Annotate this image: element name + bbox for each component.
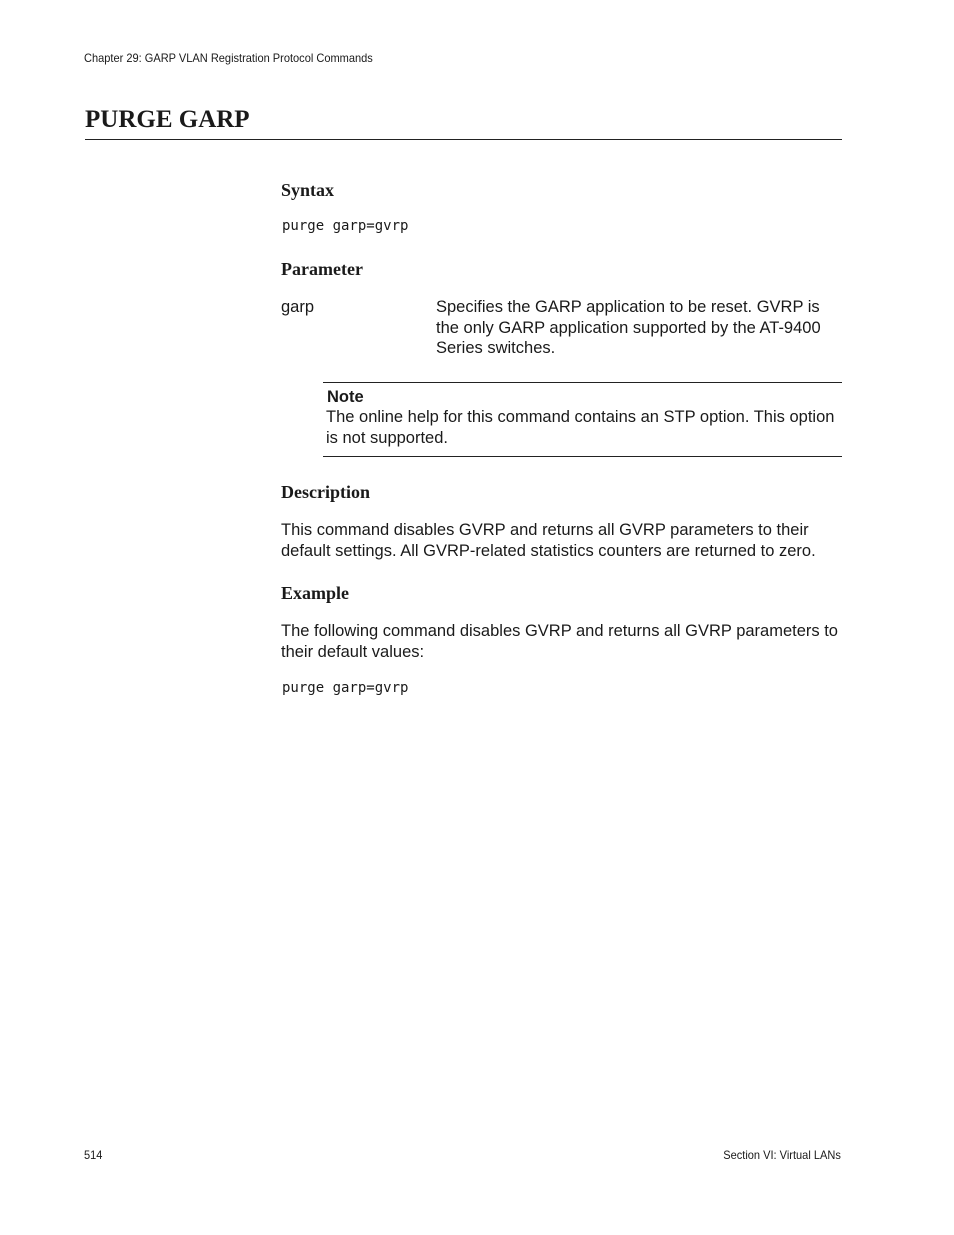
example-command: purge garp=gvrp [282,680,409,696]
parameter-heading: Parameter [281,259,363,279]
page-number: 514 [84,1148,103,1162]
example-heading: Example [281,583,350,603]
syntax-command: purge garp=gvrp [282,218,409,234]
running-header: Chapter 29: GARP VLAN Registration Protocol Commands [84,51,373,65]
note-box [323,382,842,457]
title-divider [85,139,842,140]
note-text: The online help for this command contains an STP option. This option is not supported. [326,408,835,447]
note-label: Note [327,388,364,406]
parameter-description: Specifies the GARP application to be reset. GVRP is the only GARP application supported by the AT-9400 Series switches. [436,298,821,357]
description-text: This command disables GVRP and returns all GVRP parameters to their default settings. All GVRP-related statistics counters are returned to zero. [281,521,816,560]
parameter-name: garp [281,298,315,316]
syntax-heading: Syntax [281,180,335,200]
footer-section: Section VI: Virtual LANs [723,1148,841,1162]
description-heading: Description [281,482,370,502]
page-title: PURGE GARP [85,106,250,133]
example-text: The following command disables GVRP and returns all GVRP parameters to their default values: [281,622,838,661]
